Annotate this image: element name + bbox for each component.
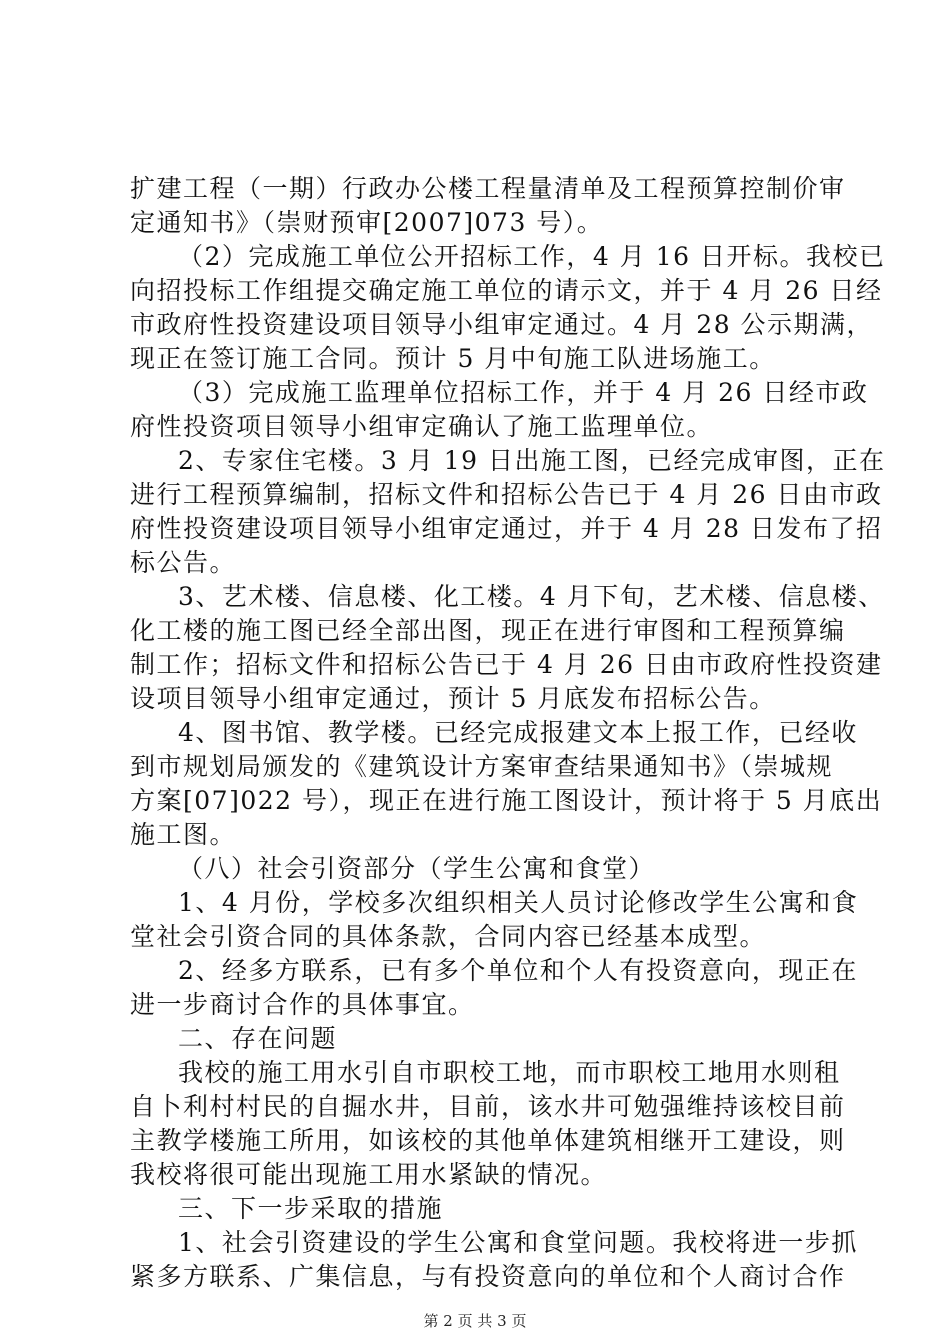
section-heading: 三、下一步采取的措施 <box>178 1194 444 1223</box>
text-line: 化工楼的施工图已经全部出图，现正在进行审图和工程预算编 <box>130 616 846 645</box>
page-footer <box>0 1310 950 1331</box>
section-heading: 二、存在问题 <box>178 1024 338 1053</box>
text-line: 堂社会引资合同的具体条款，合同内容已经基本成型。 <box>130 922 767 951</box>
text-line: 我校将很可能出现施工用水紧缺的情况。 <box>130 1160 608 1189</box>
text-line: 标公告。 <box>130 548 237 577</box>
text-line: 方案[07]022 号），现正在进行施工图设计，预计将于 5 月底出 <box>130 786 883 815</box>
text-line: 施工图。 <box>130 820 237 849</box>
text-line: 1、社会引资建设的学生公寓和食堂问题。我校将进一步抓 <box>178 1228 858 1257</box>
text-line: 紧多方联系、广集信息，与有投资意向的单位和个人商讨合作 <box>130 1262 846 1291</box>
text-line: 到市规划局颁发的《建筑设计方案审查结果通知书》（崇城规 <box>130 752 834 781</box>
text-line: （2）完成施工单位公开招标工作，4 月 16 日开标。我校已 <box>178 242 886 271</box>
section-heading: （八）社会引资部分（学生公寓和食堂） <box>178 854 656 883</box>
text-line: 定通知书》（崇财预审[2007]073 号）。 <box>130 208 604 237</box>
text-line: 4、图书馆、教学楼。已经完成报建文本上报工作，已经收 <box>178 718 858 747</box>
text-line: 设项目领导小组审定通过，预计 5 月底发布招标公告。 <box>130 684 776 713</box>
text-line: 向招投标工作组提交确定施工单位的请示文，并于 4 月 26 日经 <box>130 276 883 305</box>
text-line: 2、经多方联系，已有多个单位和个人有投资意向，现正在 <box>178 956 858 985</box>
text-line: 市政府性投资建设项目领导小组审定通过。4 月 28 公示期满， <box>130 310 874 339</box>
text-line: 制工作；招标文件和招标公告已于 4 月 26 日由市政府性投资建 <box>130 650 883 679</box>
text-line: 1、4 月份，学校多次组织相关人员讨论修改学生公寓和食 <box>178 888 859 917</box>
text-line: （3）完成施工监理单位招标工作，并于 4 月 26 日经市政 <box>178 378 869 407</box>
text-line: 扩建工程（一期）行政办公楼工程量清单及工程预算控制价审 <box>130 174 846 203</box>
page-number-label: 第 2 页 共 3 页 <box>423 1312 527 1330</box>
text-line: 进一步商讨合作的具体事宜。 <box>130 990 475 1019</box>
text-line: 府性投资建设项目领导小组审定通过，并于 4 月 28 日发布了招 <box>130 514 883 543</box>
text-line: 府性投资项目领导小组审定确认了施工监理单位。 <box>130 412 714 441</box>
text-line: 3、艺术楼、信息楼、化工楼。4 月下旬，艺术楼、信息楼、 <box>178 582 885 611</box>
text-line: 主教学楼施工所用，如该校的其他单体建筑相继开工建设，则 <box>130 1126 846 1155</box>
text-line: 现正在签订施工合同。预计 5 月中旬施工队进场施工。 <box>130 344 776 373</box>
text-line: 2、专家住宅楼。3 月 19 日出施工图，已经完成审图，正在 <box>178 446 886 475</box>
text-line: 我校的施工用水引自市职校工地，而市职校工地用水则租 <box>178 1058 841 1087</box>
text-line: 自卜利村村民的自掘水井，目前，该水井可勉强维持该校目前 <box>130 1092 846 1121</box>
text-line: 进行工程预算编制，招标文件和招标公告已于 4 月 26 日由市政 <box>130 480 883 509</box>
